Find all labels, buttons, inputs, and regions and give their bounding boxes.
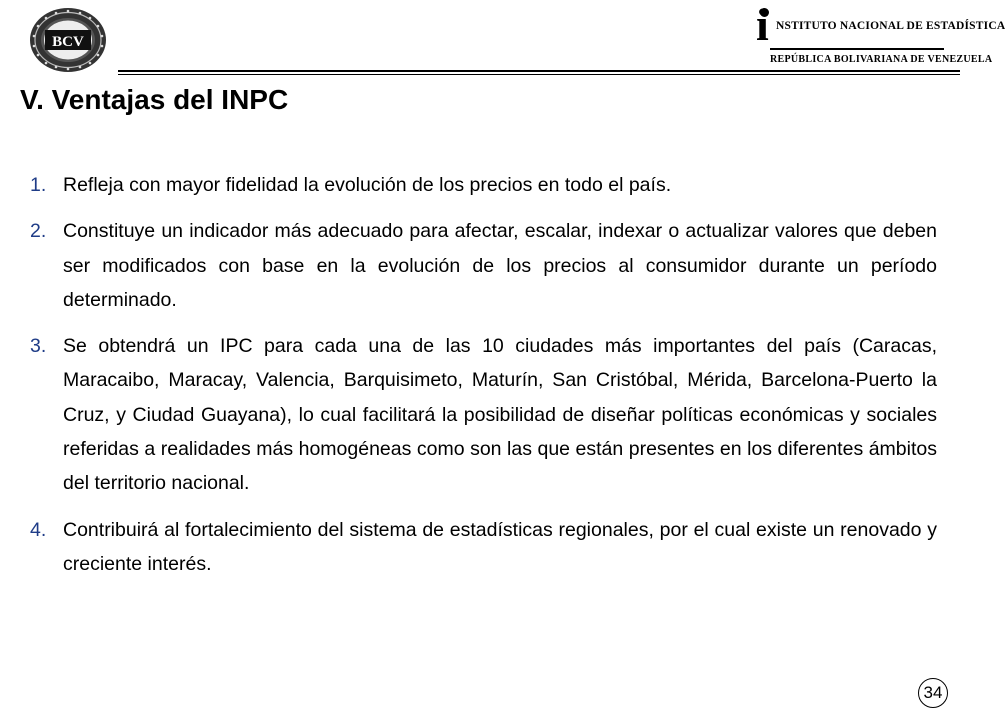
header-divider-thin <box>118 74 960 75</box>
advantages-list <box>30 168 937 593</box>
list-item <box>30 214 937 317</box>
ine-logo <box>748 0 1005 68</box>
header-divider <box>118 70 960 72</box>
list-item-number: 1. <box>30 174 47 196</box>
list-item-text: Refleja con mayor fidelidad la evolución de los precios en todo el país. <box>63 174 672 196</box>
list-item <box>30 168 937 202</box>
list-item-text: Contribuirá al fortalecimiento del sistema de estadísticas regionales, por el cual existe un renovado y creciente interés. <box>63 518 937 575</box>
ine-logo-initial: i <box>756 0 769 50</box>
ine-logo-subtitle: REPÚBLICA BOLIVARIANA DE VENEZUELA <box>770 54 993 65</box>
list-item-text: Se obtendrá un IPC para cada una de las 10 ciudades más importantes del país (Caracas, Maracaibo, Maracay, Valencia, Barquisimeto, Maturín, San Cristóbal, Mérida, Barcelona-Puerto la Cruz, y Ciudad Guayana), lo cual facilitará la posibilidad de diseñar políticas económicas y sociales referidas a realidades más homogéneas como son las que están presentes en los diferentes ámbitos del territorio nacional. <box>63 335 937 495</box>
list-item-number: 3. <box>30 335 47 358</box>
page-number: 34 <box>918 678 948 708</box>
bcv-logo-text: BCV <box>52 34 84 50</box>
list-item <box>30 513 937 582</box>
list-item-text: Constituye un indicador más adecuado para afectar, escalar, indexar o actualizar valores que deben ser modificados con base en la evolución de los precios al consumidor durante un período determinado. <box>63 220 937 311</box>
bcv-logo <box>28 6 108 74</box>
list-item-number: 4. <box>30 518 47 541</box>
list-item <box>30 329 937 500</box>
ine-logo-name: NSTITUTO NACIONAL DE ESTADÍSTICA <box>776 20 1005 32</box>
ine-logo-rule <box>770 48 944 50</box>
slide-title: V. Ventajas del INPC <box>20 84 289 115</box>
list-item-number: 2. <box>30 220 47 243</box>
